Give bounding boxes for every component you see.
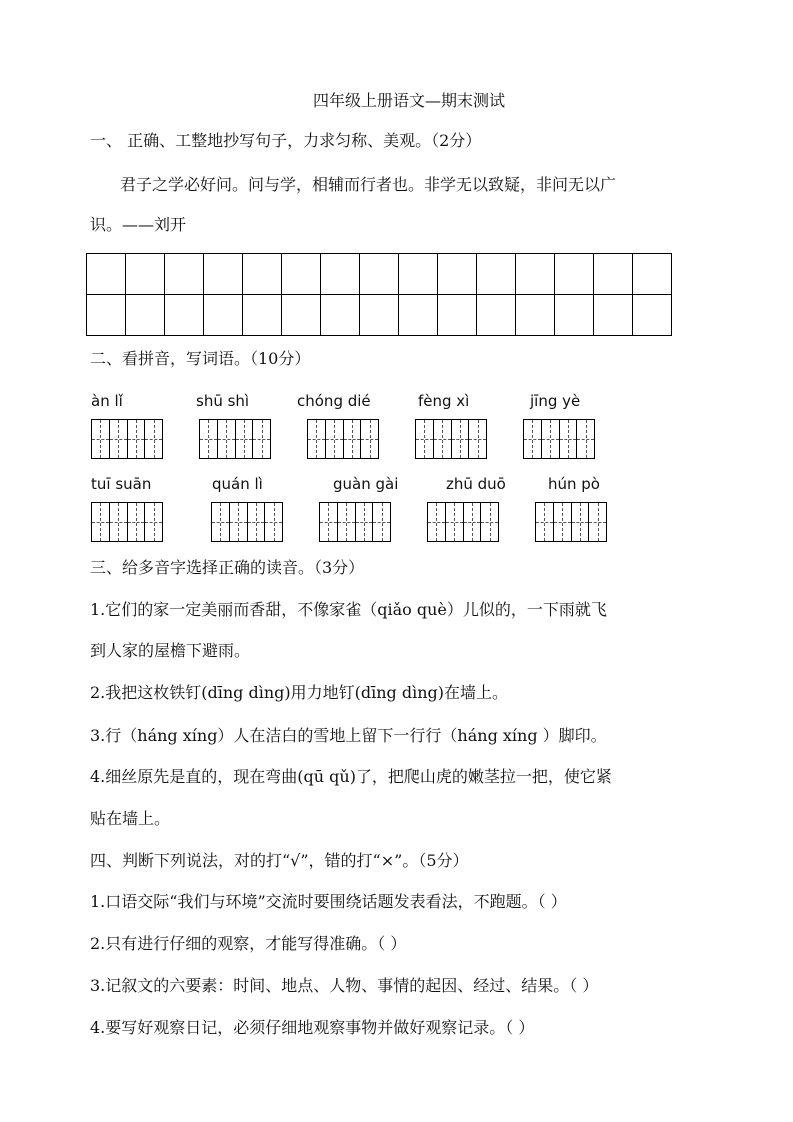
tianzige-box[interactable] <box>535 502 607 542</box>
pinyin-label: tuī suān <box>91 475 152 493</box>
section3-q1-line2: 到人家的屋檐下避雨。 <box>90 641 251 660</box>
copy-writing-grid[interactable] <box>86 253 672 336</box>
grid-row <box>87 254 672 295</box>
tianzige-box[interactable] <box>319 502 391 542</box>
tianzige-box[interactable] <box>91 419 163 459</box>
page-title: 四年级上册语文—期末测试 <box>313 91 506 110</box>
section2-heading: 二、看拼音，写词语。（10分） <box>90 349 311 368</box>
pinyin-label: zhū duō <box>446 475 506 493</box>
section3-q3: 3.行（háng xíng）人在洁白的雪地上留下一行行（háng xíng ）脚印。 <box>90 726 607 745</box>
pinyin-label: guàn gài <box>333 475 399 493</box>
pinyin-label: chóng dié <box>297 392 371 410</box>
section1-quote-line1: 君子之学必好问。问与学，相辅而行者也。非学无以致疑，非问无以广 <box>120 175 617 194</box>
pinyin-label: jīng yè <box>530 392 581 410</box>
section4-heading: 四、判断下列说法，对的打“√”，错的打“×”。（5分） <box>90 851 469 870</box>
grid-row <box>87 295 672 336</box>
section4-q2: 2.只有进行仔细的观察，才能写得准确。（ ） <box>90 934 407 953</box>
section4-q1: 1.口语交际“我们与环境”交流时要围绕话题发表看法，不跑题。（ ） <box>90 892 567 911</box>
tianzige-box[interactable] <box>199 419 271 459</box>
section3-q2: 2.我把这枚铁钉(dīng dìng)用力地钉(dīng dìng)在墙上。 <box>90 683 509 702</box>
pinyin-label: quán lì <box>212 475 263 493</box>
tianzige-box[interactable] <box>523 419 595 459</box>
tianzige-box[interactable] <box>211 502 283 542</box>
section3-q4-line2: 贴在墙上。 <box>90 809 171 828</box>
section3-q1-line1: 1.它们的家一定美丽而香甜，不像家雀（qiǎo què）儿似的，一下雨就飞 <box>90 600 607 619</box>
section1-quote-line2: 识。——刘开 <box>90 215 187 234</box>
section4-q3: 3.记叙文的六要素：时间、地点、人物、事情的起因、经过、结果。（ ） <box>90 976 599 995</box>
pinyin-label: àn lǐ <box>91 392 123 410</box>
pinyin-label: shū shì <box>196 392 250 410</box>
pinyin-label: fèng xì <box>418 392 470 410</box>
section3-q4-line1: 4.细丝原先是直的，现在弯曲(qū qǔ)了，把爬山虎的嫩茎拉一把，使它紧 <box>90 767 612 786</box>
tianzige-box[interactable] <box>307 419 379 459</box>
section3-heading: 三、给多音字选择正确的读音。（3分） <box>90 558 365 577</box>
section1-heading: 一、 正确、工整地抄写句子，力求匀称、美观。（2分） <box>90 131 482 150</box>
section4-q4: 4.要写好观察日记，必须仔细地观察事物并做好观察记录。（ ） <box>90 1018 535 1037</box>
tianzige-box[interactable] <box>91 502 163 542</box>
tianzige-box[interactable] <box>415 419 487 459</box>
tianzige-box[interactable] <box>427 502 499 542</box>
pinyin-label: hún pò <box>548 475 600 493</box>
